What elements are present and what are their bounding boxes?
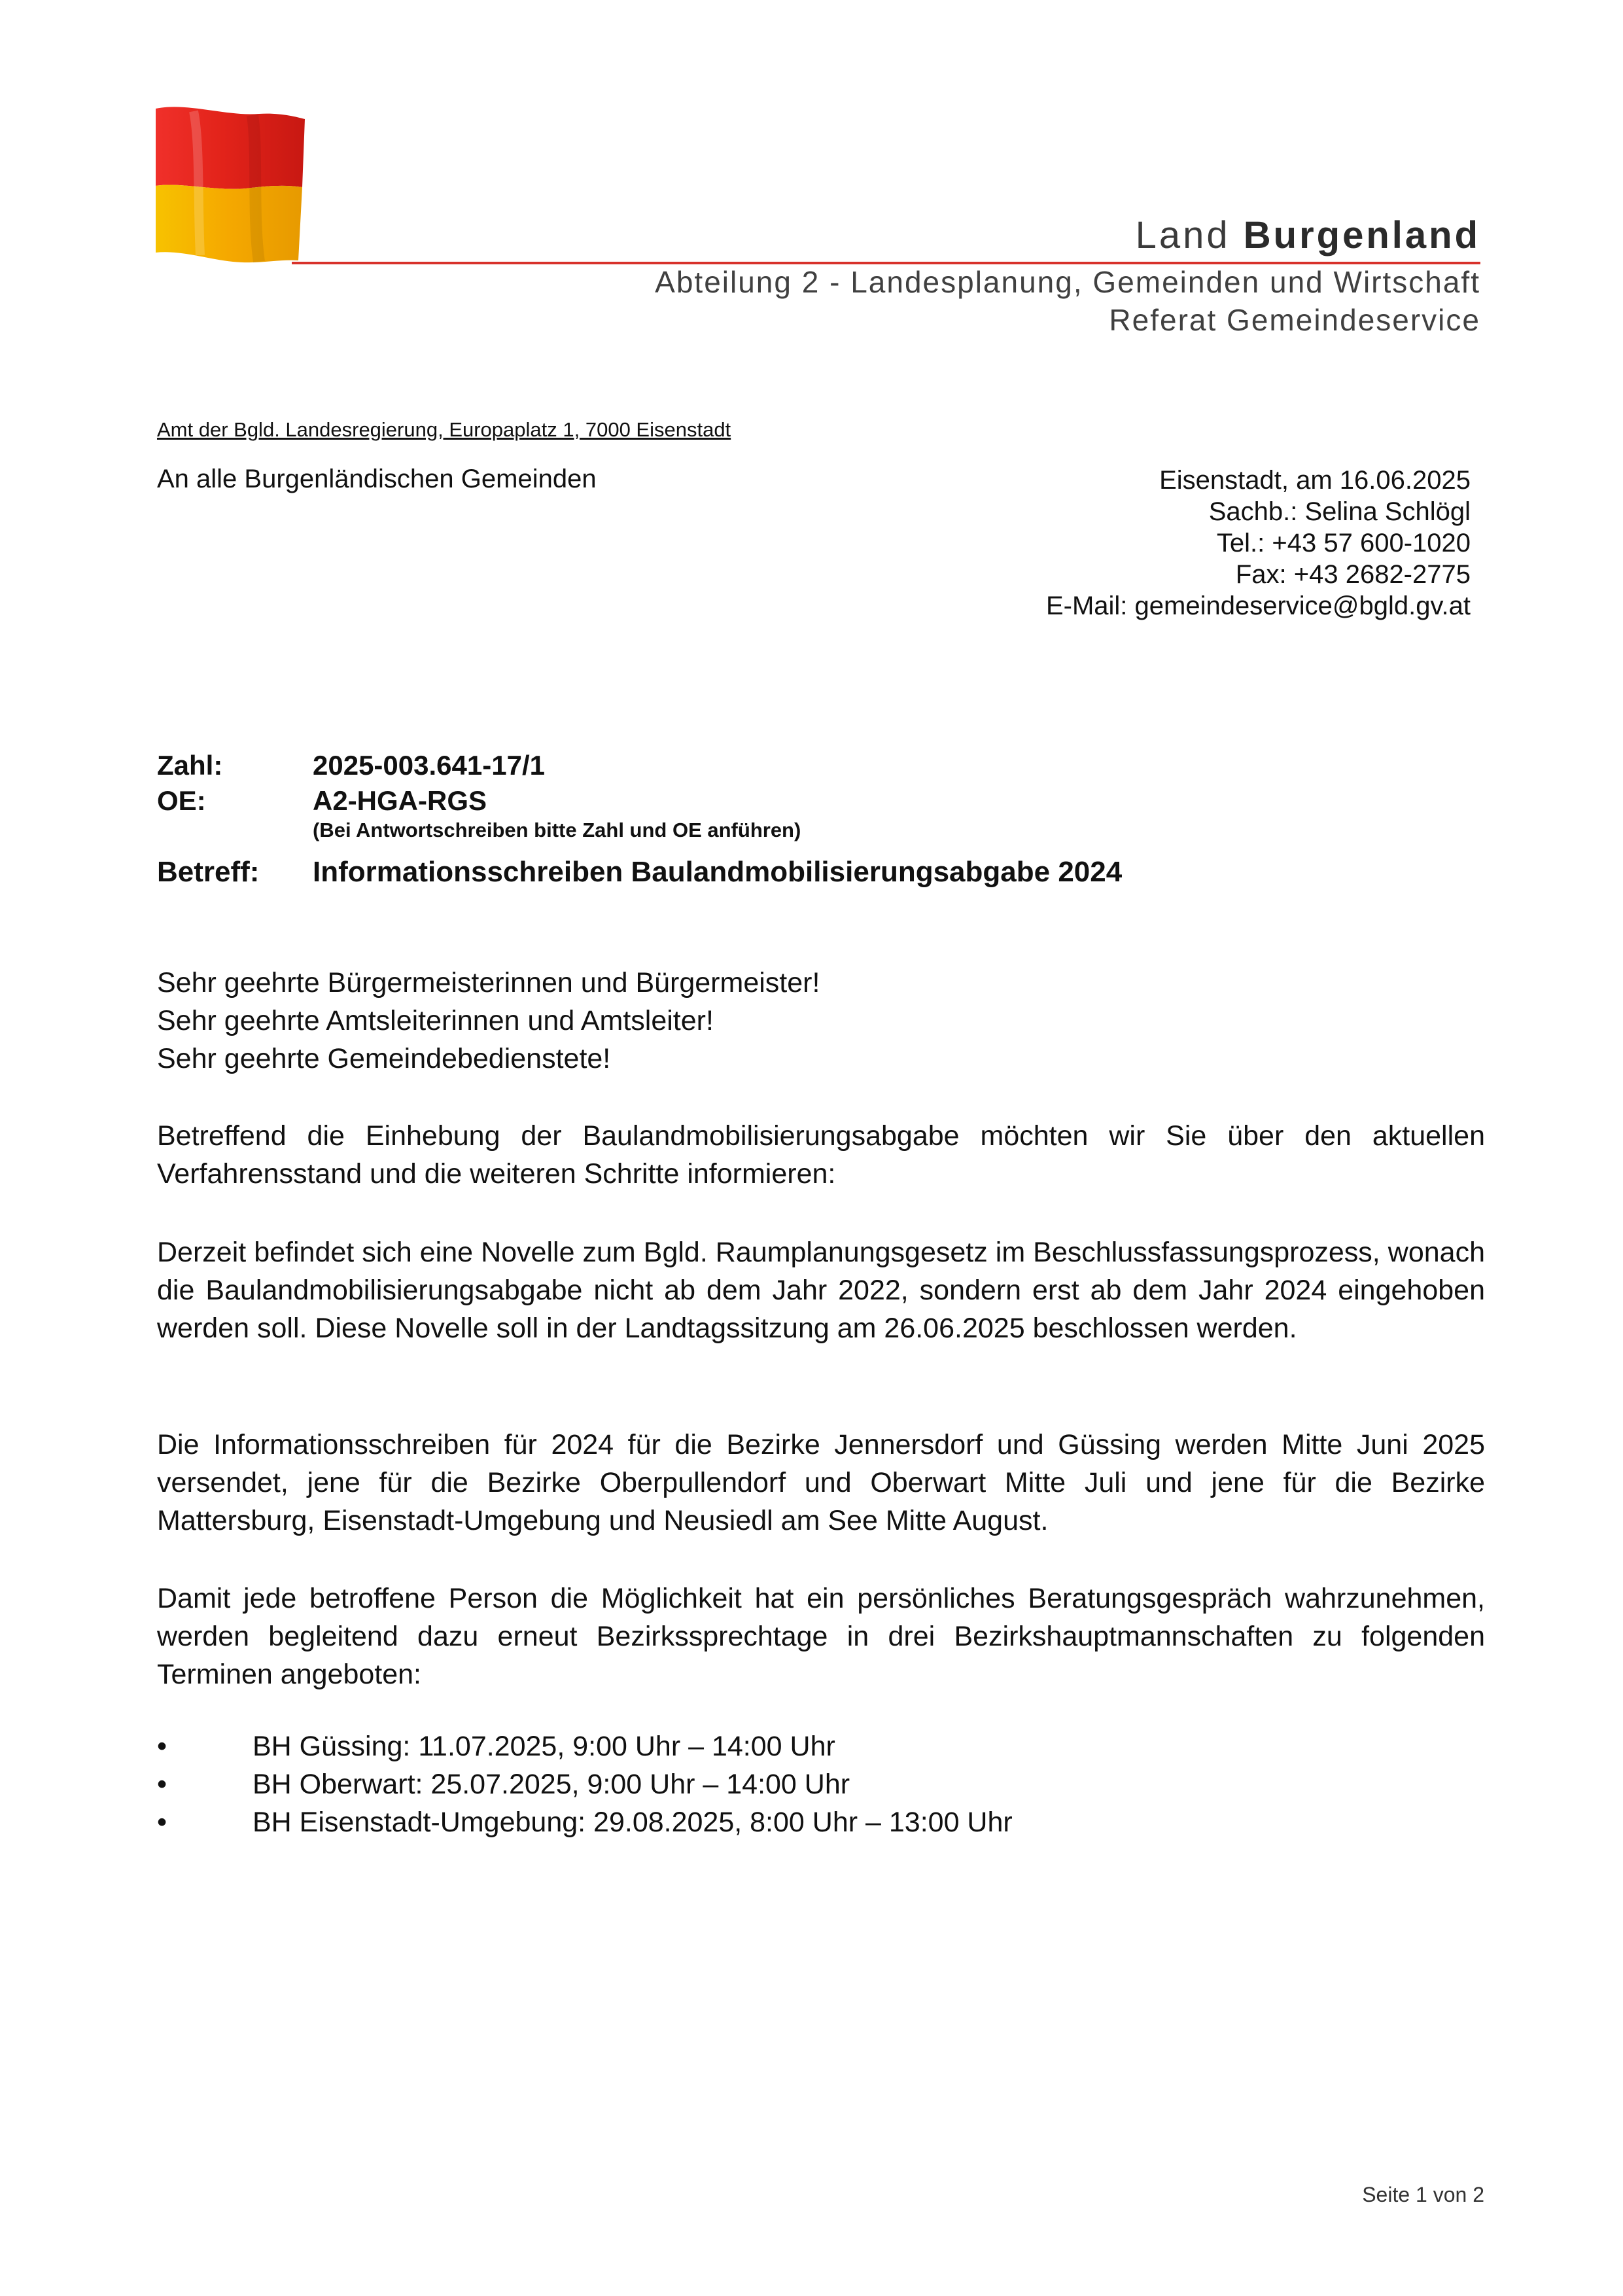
bullet-icon: • (157, 1731, 167, 1762)
zahl-value: 2025-003.641-17/1 (313, 750, 545, 781)
appointment-text: BH Oberwart: 25.07.2025, 9:00 Uhr – 14:00 Uhr (253, 1769, 850, 1800)
paragraph-text: Die Informationsschreiben für 2024 für die Bezirke Jennersdorf und Güssing werden Mitte Juni 2025 versendet, jene für die Bezirke Oberpullendorf und Oberwart Mitte Juli und jene für die Bezirke Mattersburg, Eisenstadt-Umgebung und Neusiedl am See Mitte August. (157, 1429, 1485, 1536)
paragraph-text: Damit jede betroffene Person die Möglichkeit hat ein persönliches Beratungsgespräch wahrzunehmen, werden begleitend dazu erneut Bezirkssprechtage in drei Bezirkshauptmannschaften zu folgenden Terminen angeboten: (157, 1583, 1485, 1690)
fax: Fax: +43 2682-2775 (1235, 560, 1471, 589)
paragraph-text: Derzeit befindet sich eine Novelle zum Bgld. Raumplanungsgesetz im Beschlussfassungsprozess, wonach die Baulandmobilisierungsabgabe nicht ab dem Jahr 2022, sondern erst ab dem Jahr 2024 eingehoben werden soll. Diese Novelle soll in der Landtagssitzung am 26.06.2025 beschlossen werden. (157, 1237, 1485, 1344)
section-line: Referat Gemeindeservice (1109, 303, 1480, 337)
contact-block (1046, 465, 1471, 622)
clerk: Sachb.: Selina Schlögl (1208, 497, 1471, 526)
body-paragraph (157, 1426, 1485, 1540)
letterhead-land-name: Burgenland (1243, 214, 1480, 256)
reference-note: (Bei Antwortschreiben bitte Zahl und OE anführen) (313, 819, 801, 841)
recipient: An alle Burgenländischen Gemeinden (157, 465, 597, 493)
body-paragraph (157, 1580, 1485, 1693)
appointment-text: BH Güssing: 11.07.2025, 9:00 Uhr – 14:00 Uhr (253, 1731, 835, 1762)
letterhead-title (1136, 213, 1480, 257)
list-item (157, 1803, 1013, 1841)
phone: Tel.: +43 57 600-1020 (1216, 529, 1471, 557)
page-number: Seite 1 von 2 (1362, 2183, 1484, 2206)
salutation-line: Sehr geehrte Gemeindebedienstete! (157, 1043, 611, 1074)
email[interactable]: E-Mail: gemeindeservice@bgld.gv.at (1045, 592, 1471, 620)
bullet-icon: • (157, 1769, 167, 1800)
salutation-line: Sehr geehrte Amtsleiterinnen und Amtsleiter! (157, 1005, 714, 1036)
paragraph-text: Betreffend die Einhebung der Baulandmobilisierungsabgabe möchten wir Sie über den aktuellen Verfahrensstand und die weiteren Schritte informieren: (157, 1120, 1485, 1190)
letterhead-land-prefix: Land (1135, 214, 1230, 256)
betreff-label: Betreff: (157, 856, 260, 888)
oe-label: OE: (157, 785, 206, 816)
salutation-line: Sehr geehrte Bürgermeisterinnen und Bürgermeister! (157, 967, 820, 998)
place-date: Eisenstadt, am 16.06.2025 (1159, 466, 1471, 495)
list-item (157, 1727, 1013, 1765)
body-paragraph (157, 1117, 1485, 1193)
department-line: Abteilung 2 - Landesplanung, Gemeinden und Wirtschaft (655, 265, 1480, 299)
oe-value: A2-HGA-RGS (313, 785, 487, 816)
appointment-text: BH Eisenstadt-Umgebung: 29.08.2025, 8:00 Uhr – 13:00 Uhr (253, 1807, 1013, 1838)
body-paragraph (157, 1233, 1485, 1347)
zahl-label: Zahl: (157, 750, 223, 781)
sender-address: Amt der Bgld. Landesregierung, Europaplatz 1, 7000 Eisenstadt (157, 418, 731, 441)
bullet-icon: • (157, 1807, 167, 1838)
betreff-value: Informationsschreiben Baulandmobilisierungsabgabe 2024 (313, 856, 1123, 888)
appointment-list (157, 1727, 1013, 1841)
salutation (157, 964, 1485, 1078)
list-item (157, 1765, 1013, 1803)
burgenland-flag-logo (154, 105, 306, 268)
